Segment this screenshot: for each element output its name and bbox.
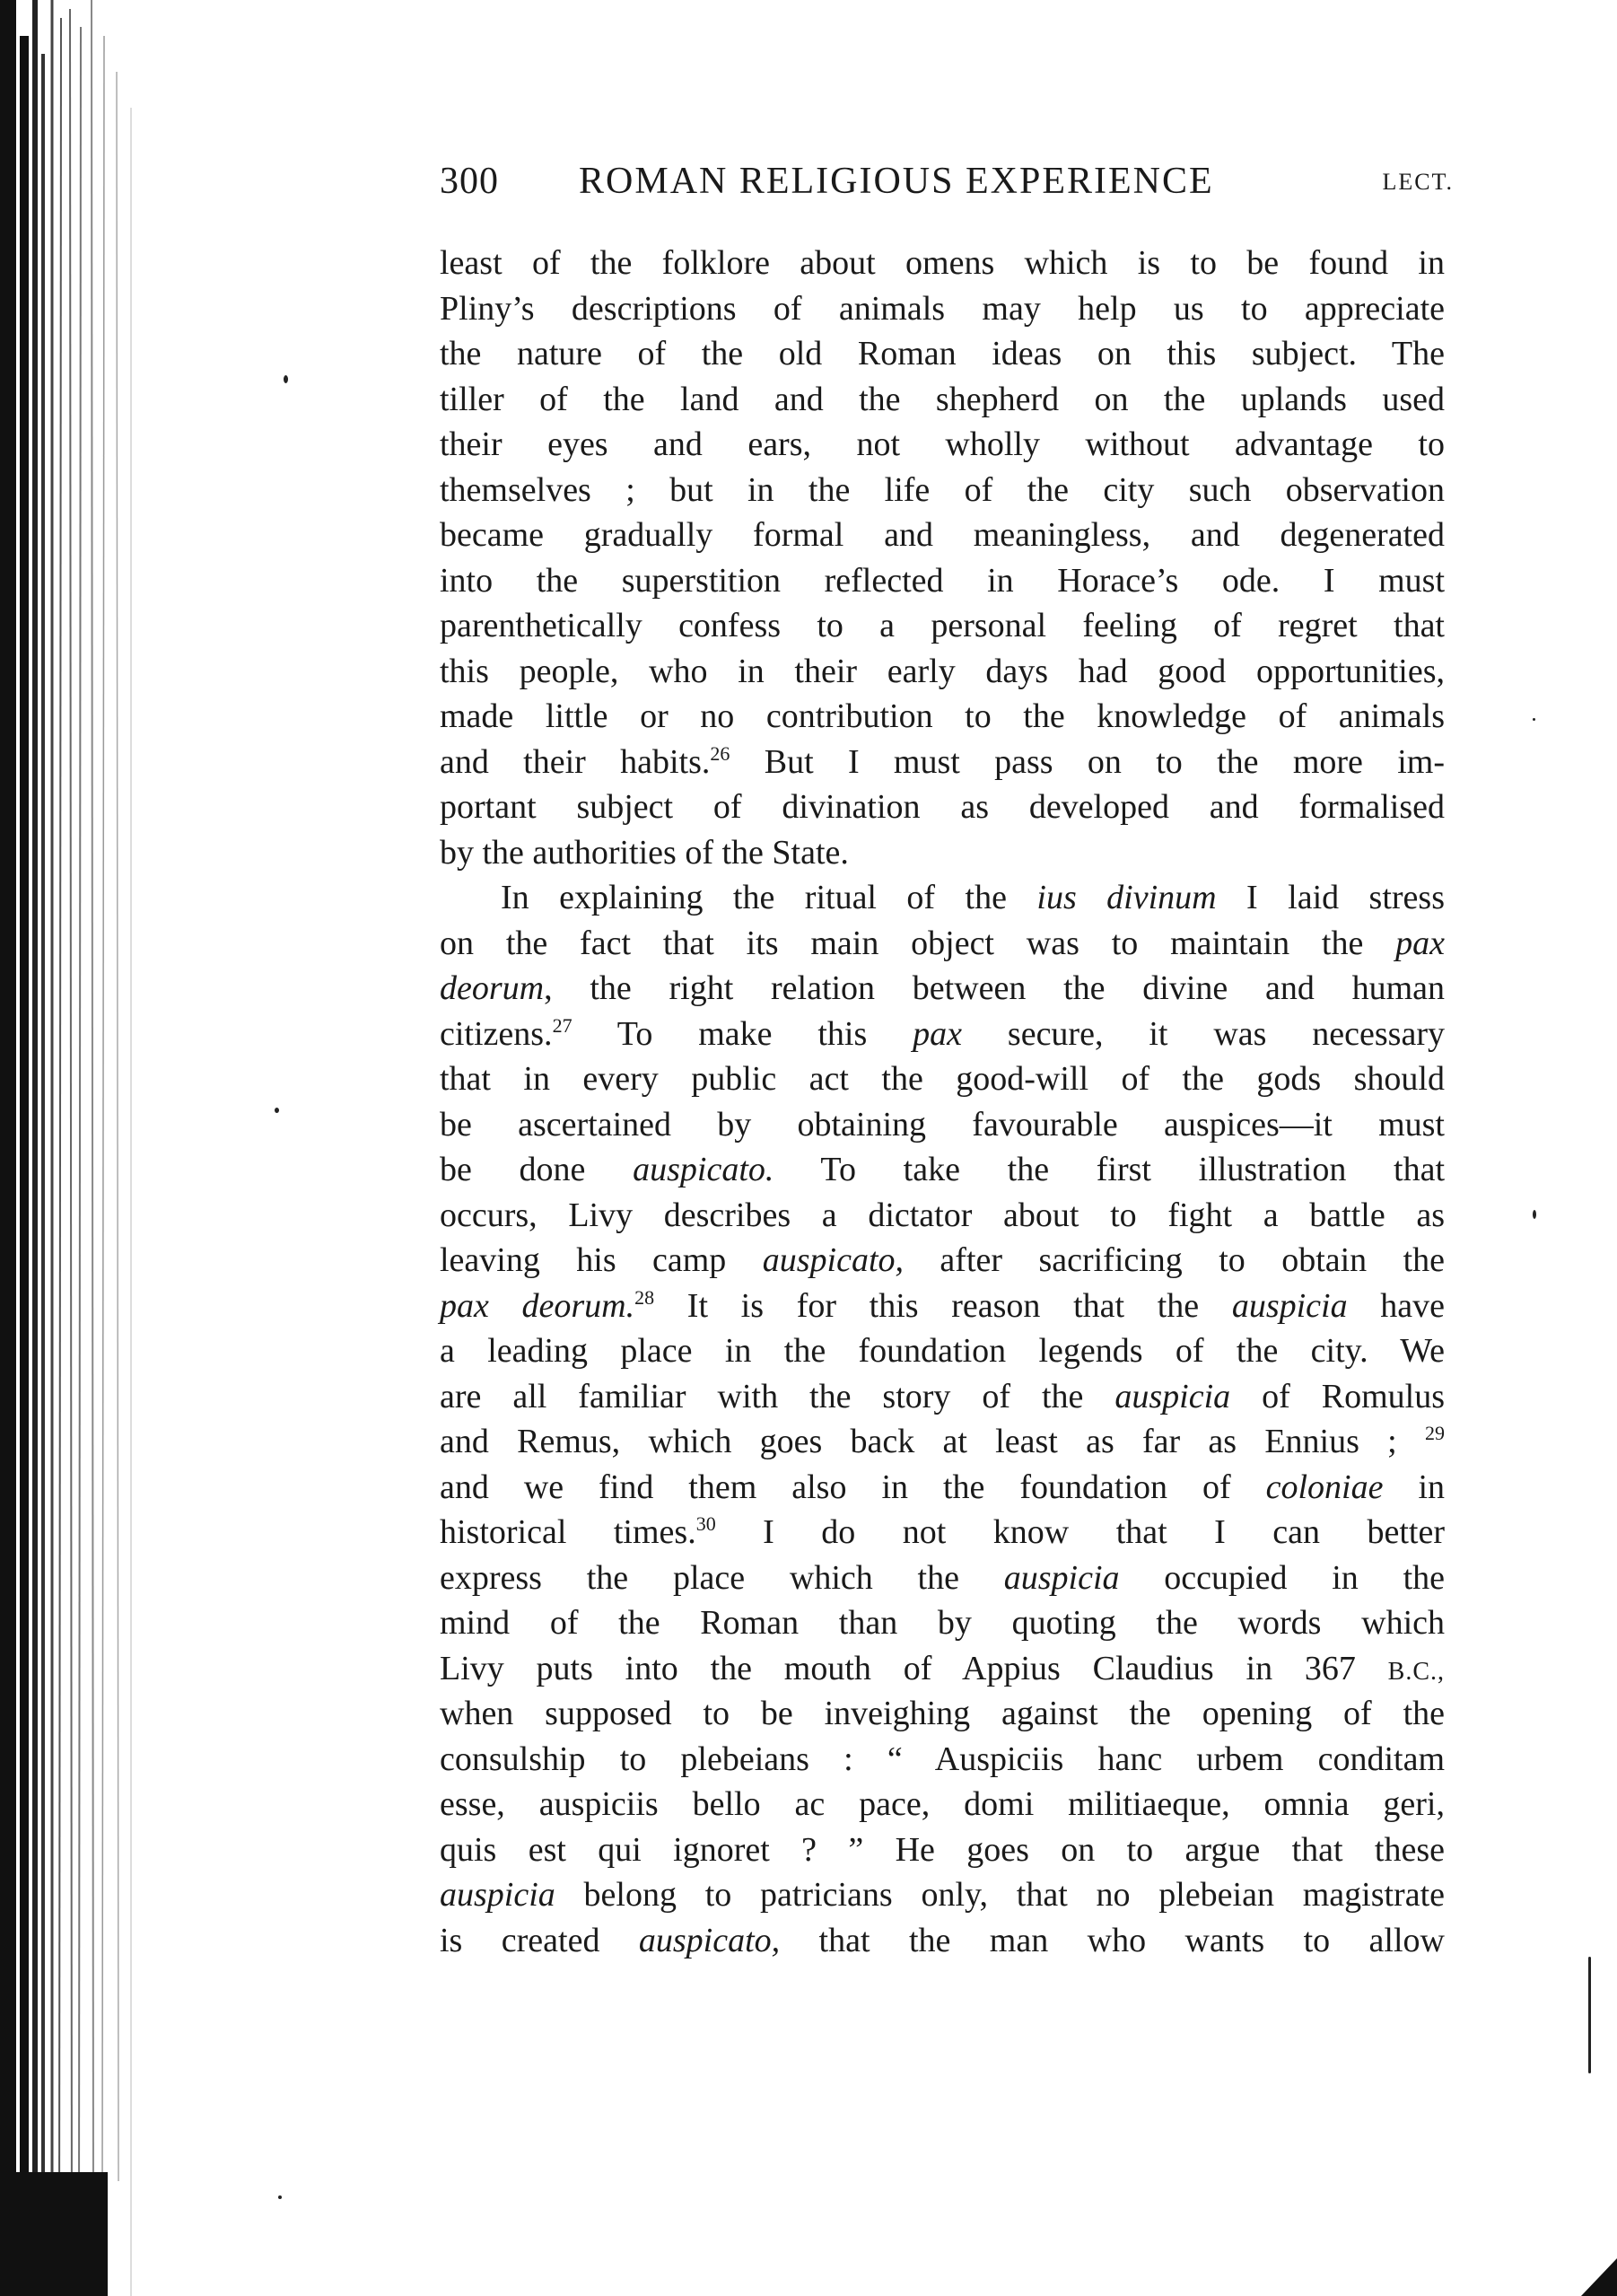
text-line: auspicia belong to patricians only, that no plebeian magistrate [440,1876,1445,1914]
text-line: and Remus, which goes back at least as far as Ennius ; $^{29}$ [440,1422,1445,1460]
footnote-ref: 30 [695,1512,716,1535]
footnote-ref: 26 [710,741,730,765]
text-line: pax deorum.$^{28}$ It is for this reason that the auspicia have [440,1285,1446,1325]
text-line: be done auspicato. To take the first illustration that [440,1151,1445,1188]
text-line: became gradually formal and meaningless, and degenerated [440,516,1445,554]
text-line: is created auspicato, that the man who wants to allow [440,1921,1445,1959]
scan-speck [1588,1957,1591,2073]
text-line: when supposed to be inveighing against the opening of the [440,1695,1445,1732]
text-line: esse, auspiciis bello ac pace, domi militiaeque, omnia geri, [440,1785,1445,1823]
text-line: into the superstition reflected in Horace’s ode. I must [440,561,1445,600]
text-line: citizens.$^{27}$ To make this pax secure, it was necessary [440,1013,1445,1053]
footnote-ref: 27 [552,1013,573,1037]
text-line: are all familiar with the story of the auspicia of Romulus [440,1377,1445,1415]
text-line: consulship to plebeians : “ Auspiciis hanc urbem conditam [440,1740,1445,1778]
scan-speck [284,375,288,383]
footnote-ref: 29 [1425,1422,1445,1444]
scan-speck [275,1108,279,1113]
running-head [440,153,1454,215]
text-line: on the fact that its main object was to maintain the pax [440,924,1445,962]
text-line: In explaining the ritual of the ius divinum I laid stress [501,879,1445,916]
scan-speck [1533,1210,1536,1219]
text-line: least of the folklore about omens which is to be found in [440,244,1445,282]
corner-mark [1563,2242,1617,2296]
text-line: deorum, the right relation between the divine and human [440,969,1445,1007]
text-line: by the authorities of the State. [440,833,849,872]
text-line: that in every public act the good-will of the gods should [440,1060,1445,1098]
text-line: mind of the Roman than by quoting the words which [440,1604,1445,1642]
text-line: parenthetically confess to a personal feeling of regret that [440,607,1445,644]
body-text [440,241,1445,1963]
text-line: tiller of the land and the shepherd on the uplands used [440,380,1445,418]
page-number: 300 [440,161,499,202]
text-line: a leading place in the foundation legends of the city. We [440,1332,1445,1370]
text-line: Livy puts into the mouth of Appius Claudius in 367 B.C., [440,1649,1445,1687]
page-edge-binding [0,0,144,2296]
text-line: leaving his camp auspicato, after sacrificing to obtain the [440,1241,1446,1279]
text-line: portant subject of divination as developed and formalised [440,788,1445,826]
section-mark: LECT. [1382,169,1454,195]
text-line: occurs, Livy describes a dictator about to fight a battle as [440,1196,1445,1234]
text-line: the nature of the old Roman ideas on this subject. The [440,335,1445,372]
scan-speck [278,2195,282,2199]
text-line: historical times.$^{30}$ I do not know that I can better [440,1512,1445,1551]
text-line: express the place which the auspicia occupied in the [440,1558,1445,1597]
text-line: their eyes and ears, not wholly without advantage to [440,425,1445,463]
text-line: quis est qui ignoret ? ” He goes on to argue that these [440,1830,1445,1869]
text-line: made little or no contribution to the knowledge of animals [440,697,1445,735]
text-line: Pliny’s descriptions of animals may help us to appreciate [440,289,1445,328]
text-line: and their habits.$^{26}$ But I must pass on to the more im- [440,741,1445,781]
text-line: this people, who in their early days had good opportunities, [440,652,1445,690]
scan-speck [1533,718,1535,721]
footnote-ref: 28 [634,1285,655,1309]
text-line: be ascertained by obtaining favourable auspices—it must [440,1105,1445,1144]
running-title: ROMAN RELIGIOUS EXPERIENCE [579,161,1214,202]
text-line: and we find them also in the foundation of coloniae in [440,1468,1445,1506]
text-line: themselves ; but in the life of the city such observation [440,470,1445,509]
